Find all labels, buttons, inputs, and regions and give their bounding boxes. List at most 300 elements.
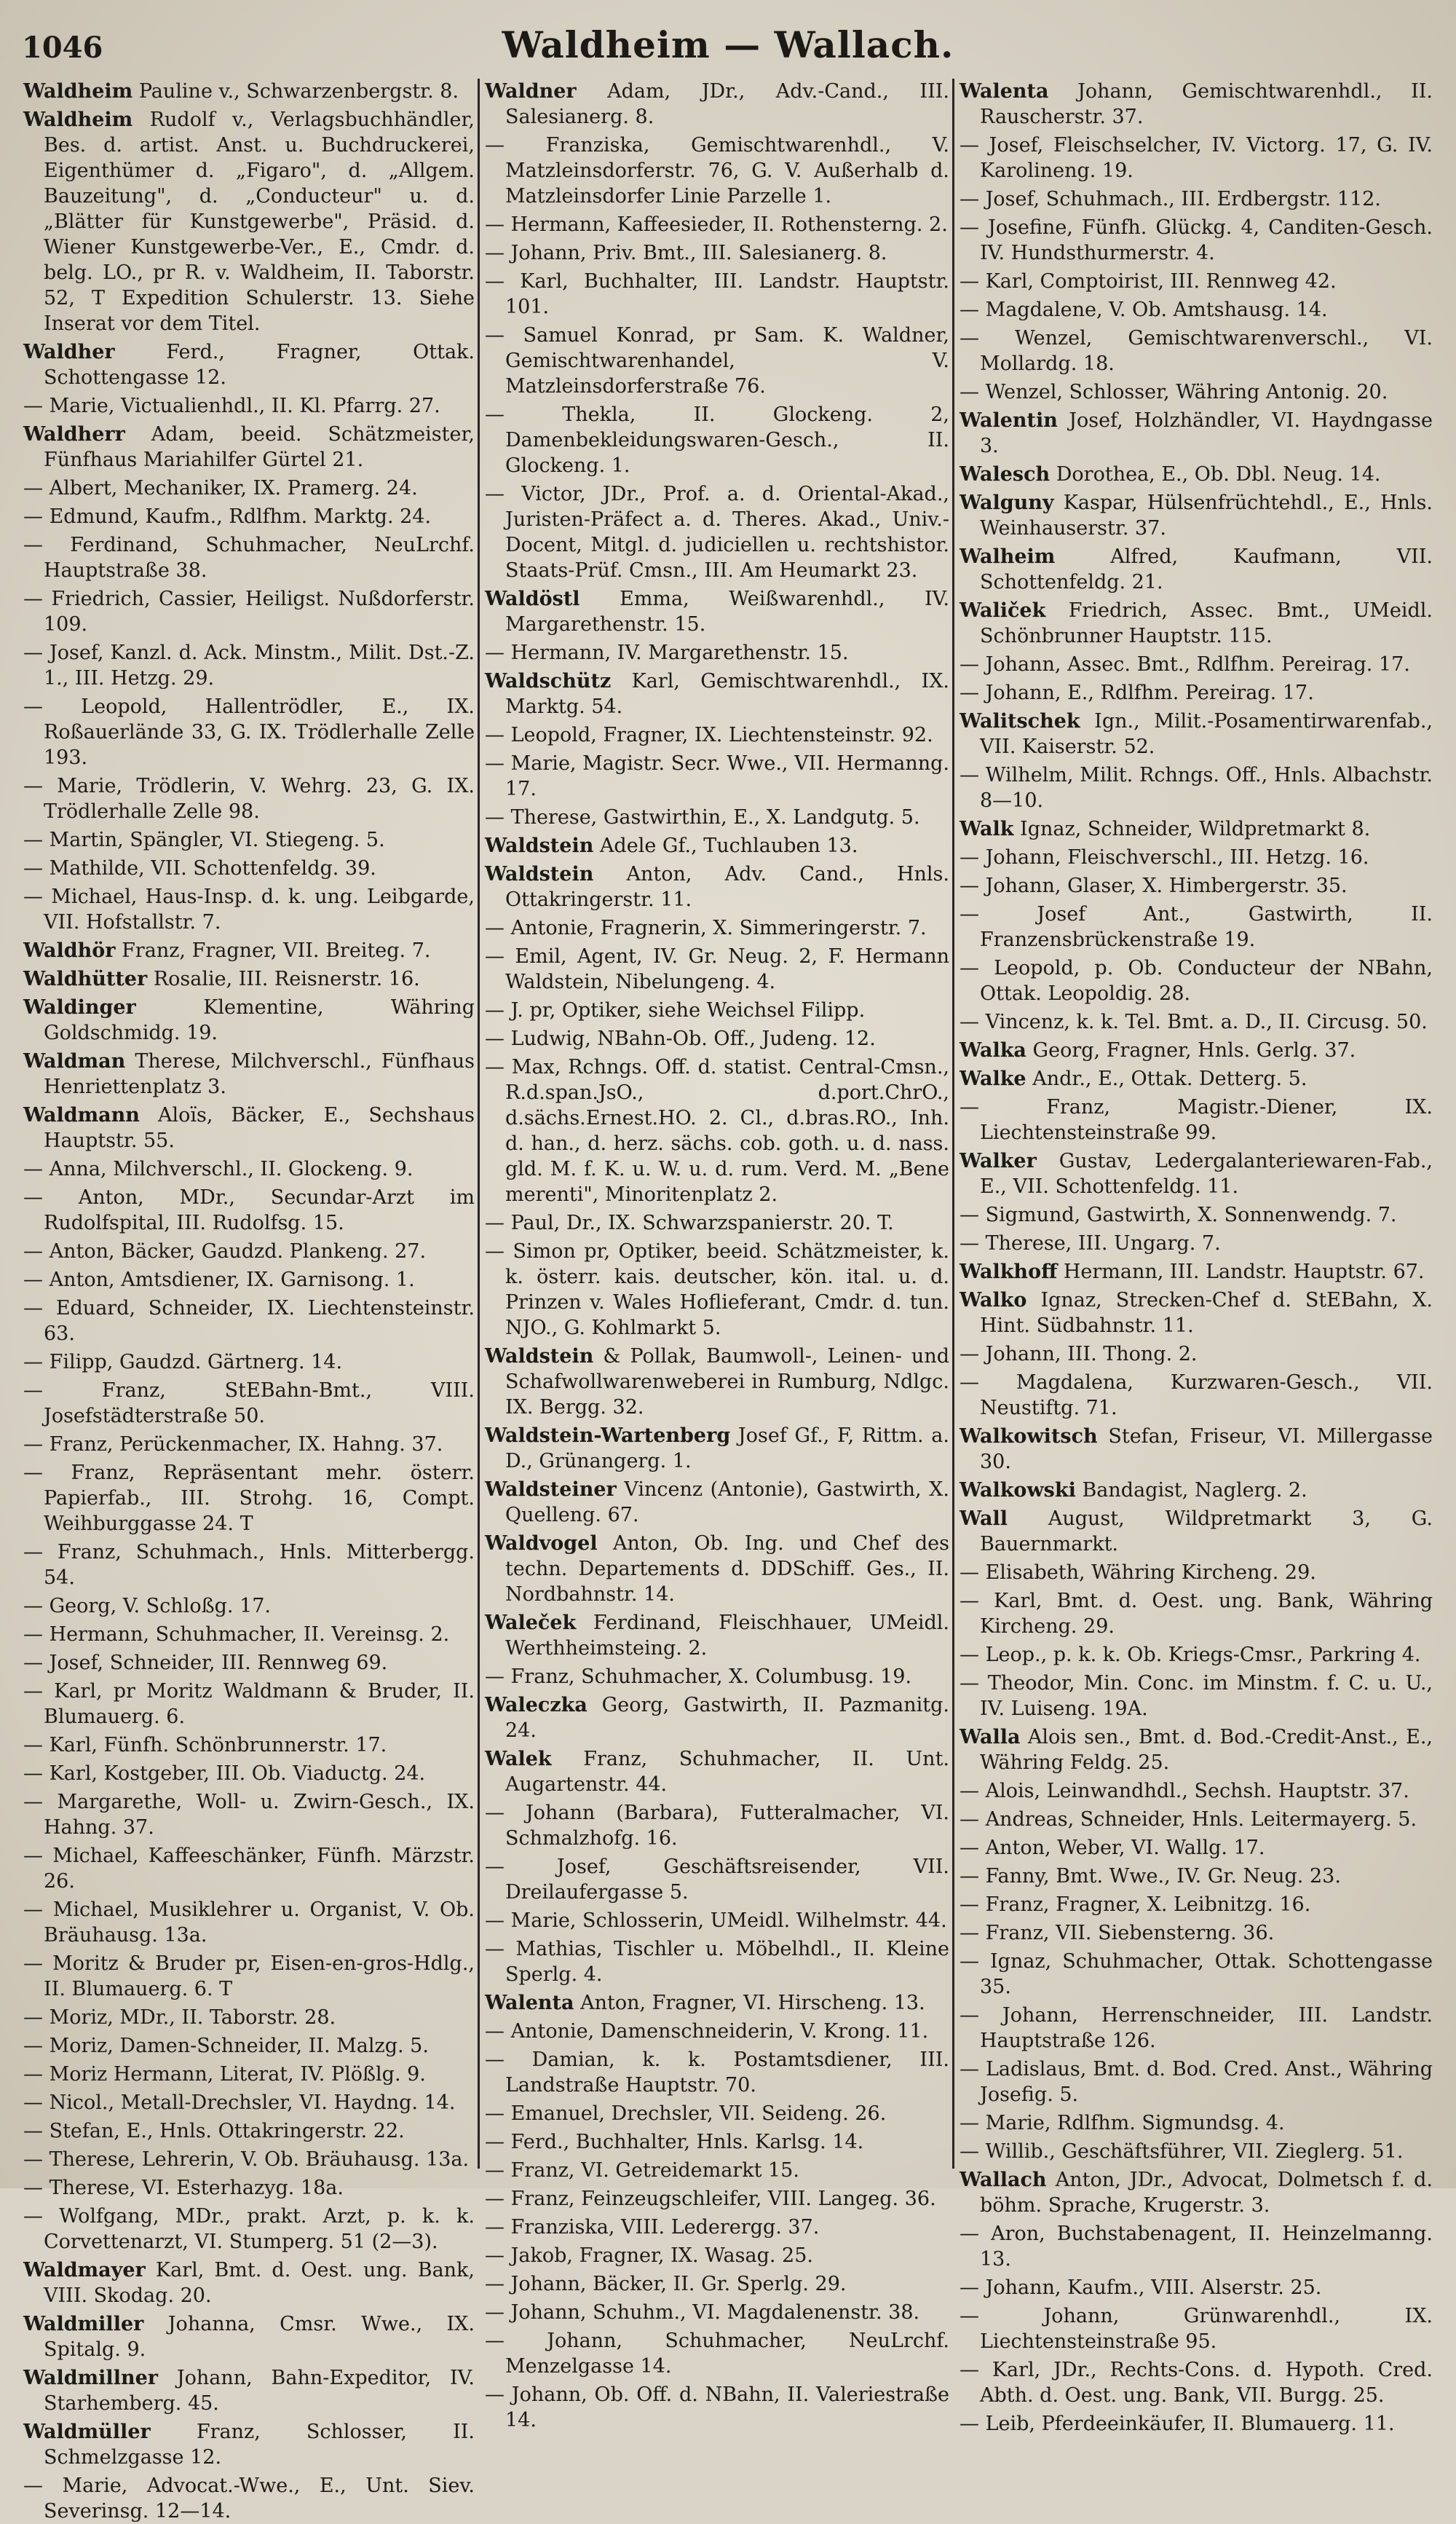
directory-entry [960, 1778, 1433, 1804]
entry-text: — Therese, VI. Esterhazyg. 18a. [23, 2177, 344, 2199]
directory-entry [485, 944, 949, 995]
entry-text: August, Wildpretmarkt 3, G. Bauernmarkt. [980, 1507, 1433, 1555]
directory-entry [23, 1156, 475, 1182]
directory-entry [485, 1026, 949, 1052]
directory-entry [960, 1724, 1433, 1775]
entry-text: Bandagist, Naglerg. 2. [1082, 1479, 1307, 1502]
entry-text: — Johann, E., Rdlfhm. Pereirag. 17. [960, 682, 1314, 704]
directory-entry [960, 1038, 1433, 1063]
entry-text: — Anton, MDr., Secundar-Arzt im Rudolfspital, III. Rudolfsg. 15. [23, 1186, 475, 1234]
entry-text: Georg, Gastwirth, II. Pazmanitg. 24. [505, 1694, 949, 1742]
entry-surname: Waliček [960, 599, 1046, 622]
entry-text: — Wenzel, Schlosser, Währing Antonig. 20. [960, 381, 1388, 403]
directory-entry [485, 402, 949, 478]
directory-entry [23, 2204, 475, 2255]
directory-entry [23, 2175, 475, 2201]
entry-text: — Hermann, Kaffeesieder, II. Rothensterng. 2. [485, 213, 948, 236]
directory-entry [960, 408, 1433, 459]
directory-entry [23, 1843, 475, 1894]
directory-entry [960, 1864, 1433, 1889]
entry-text: — Friedrich, Cassier, Heiligst. Nußdorferstr. 109. [23, 588, 475, 636]
entry-surname: Waldinger [23, 996, 136, 1019]
directory-entry [960, 215, 1433, 266]
entry-text: — Wilhelm, Milit. Rchngs. Off., Hnls. Albachstr. 8—10. [960, 764, 1433, 812]
directory-entry [23, 1378, 475, 1429]
directory-entry [485, 212, 949, 237]
entry-surname: Waldstein-Wartenberg [485, 1424, 731, 1447]
directory-entry [485, 1210, 949, 1236]
directory-entry [485, 915, 949, 941]
directory-entry [960, 1892, 1433, 1917]
entry-text: — Johann, Assec. Bmt., Rdlfhm. Pereirag. 17. [960, 653, 1410, 676]
entry-text: Georg, Fragner, Hnls. Gerlg. 37. [1032, 1039, 1356, 1062]
directory-entry [485, 751, 949, 802]
directory-entry [23, 79, 475, 104]
entry-surname: Waldheim [23, 109, 133, 131]
entry-text: — Johann, Schuhmacher, NeuLrchf. Menzelgasse 14. [485, 2330, 949, 2378]
directory-entry [23, 532, 475, 583]
entry-text: — J. pr, Optiker, siehe Weichsel Filipp. [485, 999, 866, 1022]
directory-entry [960, 297, 1433, 323]
entry-text: — Therese, III. Ungarg. 7. [960, 1232, 1221, 1255]
entry-surname: Waldvogel [485, 1532, 598, 1555]
directory-entry [485, 79, 949, 130]
directory-entry [960, 2357, 1433, 2408]
entry-surname: Walke [960, 1068, 1026, 1090]
entry-text: — Therese, Gastwirthin, E., X. Landgutg. 5. [485, 806, 920, 829]
entry-text: Ferdinand, Fleischhauer, UMeidl. Werthheimsteing. 2. [505, 1612, 949, 1660]
directory-entry [485, 1239, 949, 1341]
directory-entry [485, 2271, 949, 2297]
entry-text: — Leopold, Fragner, IX. Liechtensteinstr. 92. [485, 724, 933, 746]
entry-surname: Walla [960, 1726, 1021, 1748]
entry-text: — Samuel Konrad, pr Sam. K. Waldner, Gemischtwarenhandel, V. Matzleinsdorferstraße 76. [485, 324, 949, 398]
column-3 [960, 79, 1433, 2435]
entry-text: — Victor, JDr., Prof. a. d. Oriental-Akad., Juristen-Präfect a. d. Theres. Akad., Univ.-Docent, Mitgl. d. judiciellen u. rechtshistor. Staats-Prüf. Cmsn., III. Am Heumarkt 23. [485, 483, 949, 582]
entry-text: — Antonie, Damenschneiderin, V. Krong. 11. [485, 2020, 929, 2043]
entry-surname: Waldher [23, 341, 115, 363]
directory-entry [960, 2139, 1433, 2164]
directory-entry [23, 2062, 475, 2087]
entry-text: — Moriz, MDr., II. Taborstr. 28. [23, 2006, 336, 2029]
entry-text: — Mathilde, VII. Schottenfeldg. 39. [23, 857, 376, 880]
directory-entry [23, 1239, 475, 1264]
directory-entry [960, 544, 1433, 595]
entry-text: — Theodor, Min. Conc. im Minstm. f. C. u. U., IV. Luiseng. 19A. [960, 1672, 1433, 1720]
entry-text: — Emanuel, Drechsler, VII. Seideng. 26. [485, 2102, 887, 2125]
entry-text: Ign., Milit.-Posamentirwarenfab., VII. Kaiserstr. 52. [980, 710, 1433, 758]
directory-entry [960, 379, 1433, 405]
directory-entry [485, 722, 949, 748]
entry-text: — Ignaz, Schuhmacher, Ottak. Schottengasse 35. [960, 1950, 1433, 1998]
directory-entry [960, 2411, 1433, 2437]
directory-entry [485, 2019, 949, 2044]
directory-entry [485, 1908, 949, 1933]
entry-text: — Stefan, E., Hnls. Ottakringerstr. 22. [23, 2120, 405, 2142]
entry-surname: Waldstein [485, 1345, 594, 1368]
entry-text: — Georg, V. Schloßg. 17. [23, 1595, 272, 1617]
directory-entry [485, 2328, 949, 2379]
entry-text: — Franziska, Gemischtwarenhdl., V. Matzleinsdorferstr. 76, G. V. Außerhalb d. Matzleinsdorfer Linie Parzelle 1. [485, 134, 949, 208]
entry-text: Vincenz (Antonie), Gastwirth, X. Quelleng. 67. [505, 1478, 949, 1526]
directory-entry [485, 1936, 949, 1987]
directory-entry [960, 652, 1433, 677]
directory-entry [960, 1949, 1433, 2000]
directory-entry [960, 1560, 1433, 1585]
entry-text: — Leopold, Hallentrödler, E., IX. Roßauerlände 33, G. IX. Trödlerhalle Zelle 193. [23, 695, 475, 769]
directory-entry [960, 762, 1433, 813]
entry-text: — Hermann, IV. Margarethenstr. 15. [485, 642, 849, 664]
entry-text: — Filipp, Gaudzd. Gärtnerg. 14. [23, 1351, 343, 1373]
directory-entry [485, 1746, 949, 1797]
directory-entry [485, 323, 949, 399]
entry-text: Adam, JDr., Adv.-Cand., III. Salesianerg. 8. [505, 80, 949, 128]
directory-entry [960, 1066, 1433, 1092]
entry-text: — Moriz Hermann, Literat, IV. Plößlg. 9. [23, 2063, 426, 2086]
entry-text: Hermann, III. Landstr. Hauptstr. 67. [1063, 1261, 1425, 1283]
entry-text: Anton, Ob. Ing. und Chef des techn. Departements d. DDSchiff. Ges., II. Nordbahnstr. 14. [505, 1532, 949, 1606]
entry-surname: Walitschek [960, 710, 1080, 733]
directory-entry [23, 1103, 475, 1153]
entry-text: — Ludwig, NBahn-Ob. Off., Judeng. 12. [485, 1028, 876, 1050]
entry-text: Karl, Gemischtwarenhdl., IX. Marktg. 54. [505, 670, 949, 718]
entry-text: — Jakob, Fragner, IX. Wasag. 25. [485, 2244, 813, 2267]
directory-entry [23, 856, 475, 881]
entry-text: Pauline v., Schwarzenbergstr. 8. [138, 80, 459, 103]
entry-surname: Wall [960, 1507, 1008, 1530]
entry-text: — Hermann, Schuhmacher, II. Vereinsg. 2. [23, 1623, 450, 1646]
directory-entry [960, 1009, 1433, 1035]
directory-entry [23, 2005, 475, 2030]
running-head: Waldheim — Wallach. [502, 23, 954, 66]
directory-entry [23, 1267, 475, 1293]
entry-surname: Walko [960, 1289, 1027, 1312]
directory-entry [485, 1664, 949, 1689]
entry-text: Franz, Schlosser, II. Schmelzgasse 12. [44, 2421, 475, 2469]
entry-text: Emma, Weißwarenhdl., IV. Margarethenstr. 15. [505, 588, 949, 636]
directory-entry [23, 1789, 475, 1840]
entry-text: — Karl, JDr., Rechts-Cons. d. Hypoth. Cred. Abth. d. Oest. ung. Bank, VII. Burgg. 25. [960, 2359, 1433, 2407]
column-1 [23, 79, 475, 2523]
directory-entry [23, 2473, 475, 2524]
entry-text: — Franz, Repräsentant mehr. österr. Papierfab., III. Strohg. 16, Compt. Weihburggasse 24. T [23, 1462, 475, 1535]
directory-entry [485, 240, 949, 266]
entry-text: — Josef, Kanzl. d. Ack. Minstm., Milit. Dst.-Z. 1., III. Hetzg. 29. [23, 642, 475, 690]
entry-text: — Marie, Victualienhdl., II. Kl. Pfarrg. 27. [23, 395, 440, 417]
directory-entry [960, 598, 1433, 649]
directory-entry [23, 2257, 475, 2308]
entry-text: — Sigmund, Gastwirth, X. Sonnenwendg. 7. [960, 1204, 1397, 1226]
entry-text: — Eduard, Schneider, IX. Liechtensteinstr. 63. [23, 1297, 475, 1345]
entry-text: — Karl, pr Moritz Waldmann & Bruder, II. Blumauerg. 6. [23, 1680, 475, 1728]
directory-entry [960, 1506, 1433, 1557]
directory-entry [960, 1642, 1433, 1668]
entry-text: Adele Gf., Tuchlauben 13. [599, 835, 858, 857]
directory-entry [960, 79, 1433, 130]
entry-text: Johann, Gemischtwarenhdl., II. Rauscherstr. 37. [980, 80, 1433, 128]
entry-text: Ignaz, Schneider, Wildpretmarkt 8. [1020, 818, 1371, 840]
directory-entry [23, 1185, 475, 1236]
entry-text: — Michael, Kaffeeschänker, Fünfh. Märzstr. 26. [23, 1845, 475, 1893]
entry-text: — Ferdinand, Schuhmacher, NeuLrchf. Hauptstraße 38. [23, 534, 475, 582]
directory-entry [485, 269, 949, 320]
directory-entry [23, 2365, 475, 2416]
entry-text: Friedrich, Assec. Bmt., UMeidl. Schönbrunner Hauptstr. 115. [980, 599, 1433, 647]
entry-text: — Johann (Barbara), Futteralmacher, VI. Schmalzhofg. 16. [485, 1802, 949, 1850]
entry-surname: Waldner [485, 80, 577, 103]
entry-text: — Michael, Musiklehrer u. Organist, V. Ob. Bräuhausg. 13a. [23, 1898, 475, 1947]
entry-text: — Franziska, VIII. Lederergg. 37. [485, 2216, 820, 2239]
entry-text: — Leib, Pferdeeinkäufer, II. Blumauerg. 11. [960, 2413, 1395, 2435]
entry-text: — Johann, Kaufm., VIII. Alserstr. 25. [960, 2276, 1322, 2299]
entry-text: — Franz, Schuhmach., Hnls. Mitterbergg. 54. [23, 1541, 475, 1589]
directory-entry [960, 1835, 1433, 1861]
entry-surname: Walkowitsch [960, 1425, 1098, 1448]
directory-entry [960, 1424, 1433, 1475]
entry-text: — Nicol., Metall-Drechsler, VI. Haydng. 14. [23, 2091, 456, 2114]
directory-entry [960, 816, 1433, 842]
directory-entry [23, 694, 475, 770]
entry-surname: Waldstein [485, 863, 594, 886]
directory-entry [23, 2090, 475, 2115]
entry-text: — Franz, StEBahn-Bmt., VIII. Josefstädterstraße 50. [23, 1379, 475, 1427]
directory-entry [485, 861, 949, 912]
directory-entry [23, 1951, 475, 2002]
directory-entry [485, 1423, 949, 1474]
entry-text: Rosalie, III. Reisnerstr. 16. [153, 968, 420, 990]
entry-text: — Simon pr, Optiker, beeid. Schätzmeister, k. k. österr. kais. deutscher, kön. ital. u. d. Prinzen v. Wales Hoflieferant, Cmdr. d. tun. NJO., G. Kohlmarkt 5. [485, 1240, 949, 1339]
entry-text: — Albert, Mechaniker, IX. Pramerg. 24. [23, 477, 418, 500]
entry-surname: Walheim [960, 545, 1056, 568]
directory-entry [485, 2158, 949, 2183]
entry-text: — Ladislaus, Bmt. d. Bod. Cred. Anst., Währing Josefig. 5. [960, 2058, 1433, 2106]
entry-text: — Karl, Fünfh. Schönbrunnerstr. 17. [23, 1734, 387, 1756]
entry-text: — Johann, Glaser, X. Himbergerstr. 35. [960, 875, 1348, 897]
directory-entry [23, 339, 475, 390]
entry-text: — Max, Rchngs. Off. d. statist. Central-Cmsn., R.d.span.JsO., d.port.ChrO., d.sächs.Ernest.HO. 2. Cl., d.bras.RO., Inh. d. han., d. herz. sächs. cob. goth. u. d. nass. gld. M. f. K. u. W. u. d. rum. Verd. M. „Bene merenti", Minoritenplatz 2. [485, 1056, 949, 1206]
directory-entry [960, 2303, 1433, 2354]
directory-entry [23, 2033, 475, 2059]
entry-surname: Walker [960, 1150, 1037, 1172]
directory-entry [23, 1593, 475, 1619]
column-2 [485, 79, 950, 2432]
entry-text: — Johann, Schuhm., VI. Magdalenenstr. 38. [485, 2301, 920, 2324]
entry-text: — Franz, VI. Getreidemarkt 15. [485, 2159, 799, 2182]
entry-text: — Anton, Weber, VI. Wallg. 17. [960, 1837, 1265, 1859]
entry-text: Aloïs, Bäcker, E., Sechshaus Hauptstr. 55. [44, 1104, 475, 1152]
directory-entry [485, 669, 949, 719]
entry-text: — Franz, Fragner, X. Leibnitzg. 16. [960, 1893, 1311, 1916]
entry-text: Anton, Fragner, VI. Hirscheng. 13. [580, 1992, 925, 2014]
directory-entry [23, 2311, 475, 2362]
entry-surname: Walek [485, 1748, 552, 1770]
entry-text: Ferd., Fragner, Ottak. Schottengasse 12. [44, 341, 475, 389]
entry-surname: Waldmillner [23, 2367, 158, 2389]
entry-text: — Josef, Fleischselcher, IV. Victorg. 17, G. IV. Karolineng. 19. [960, 134, 1433, 182]
directory-entry [23, 1460, 475, 1537]
entry-surname: Waldheim [23, 80, 133, 103]
entry-text: — Marie, Magistr. Secr. Wwe., VII. Hermanng. 17. [485, 752, 949, 800]
directory-entry [23, 586, 475, 637]
directory-entry [485, 805, 949, 830]
entry-text: — Franz, Perückenmacher, IX. Hahng. 37. [23, 1433, 443, 1456]
entry-text: — Aron, Buchstabenagent, II. Heinzelmanng. 13. [960, 2223, 1433, 2271]
entry-text: — Johann, III. Thong. 2. [960, 1343, 1198, 1365]
entry-surname: Walentin [960, 409, 1058, 432]
entry-text: — Johann, Herrenschneider, III. Landstr. Hauptstraße 126. [960, 2004, 1433, 2052]
directory-entry [960, 1148, 1433, 1199]
entry-text: — Damian, k. k. Postamtsdiener, III. Landstraße Hauptstr. 70. [485, 2048, 949, 2097]
entry-text: & Pollak, Baumwoll-, Leinen- und Schafwollwarenweberei in Rumburg, Ndlgc. IX. Bergg. 32. [505, 1345, 949, 1419]
entry-text: Johann, Bahn-Expeditor, IV. Starhemberg. 45. [44, 2367, 475, 2415]
entry-text: — Josef, Schuhmach., III. Erdbergstr. 112. [960, 188, 1381, 210]
entry-text: Franz, Fragner, VII. Breiteg. 7. [122, 939, 431, 962]
directory-entry [960, 133, 1433, 184]
entry-text: — Mathias, Tischler u. Möbelhdl., II. Kleine Sperlg. 4. [485, 1938, 949, 1986]
entry-text: — Johann, Grünwarenhdl., IX. Liechtensteinstraße 95. [960, 2305, 1433, 2353]
directory-entry [23, 2147, 475, 2172]
entry-text: Gustav, Ledergalanteriewaren-Fab., E., VII. Schottenfeldg. 11. [980, 1150, 1433, 1198]
entry-surname: Walkowski [960, 1479, 1076, 1502]
entry-text: — Antonie, Fragnerin, X. Simmeringerstr. 7. [485, 917, 927, 939]
directory-entry [23, 1622, 475, 1647]
entry-text: — Magdalene, V. Ob. Amtshausg. 14. [960, 299, 1328, 321]
entry-text: Josef, Holzhändler, VI. Haydngasse 3. [980, 409, 1433, 457]
entry-text: — Karl, Buchhalter, III. Landstr. Hauptstr. 101. [485, 270, 949, 318]
entry-text: — Josef Ant., Gastwirth, II. Franzensbrückenstraße 19. [960, 903, 1433, 951]
entry-text: — Wenzel, Gemischtwarenverschl., VI. Mollardg. 18. [960, 327, 1433, 375]
directory-entry [23, 422, 475, 473]
entry-text: — Josef, Geschäftsreisender, VII. Dreilaufergasse 5. [485, 1855, 949, 1904]
directory-entry [23, 1295, 475, 1346]
directory-entry [485, 1854, 949, 1905]
column-rule [478, 79, 480, 2169]
directory-entry [960, 873, 1433, 899]
directory-entry [485, 833, 949, 859]
directory-entry [960, 2275, 1433, 2300]
directory-entry [960, 2003, 1433, 2054]
entry-text: — Anna, Milchverschl., II. Glockeng. 9. [23, 1158, 414, 1180]
directory-entry [960, 2167, 1433, 2218]
entry-text: Therese, Milchverschl., Fünfhaus Henriettenplatz 3. [44, 1050, 475, 1098]
entry-text: — Franz, VII. Siebensterng. 36. [960, 1922, 1275, 1944]
directory-entry [485, 2382, 949, 2433]
entry-text: — Willib., Geschäftsführer, VII. Zieglerg. 51. [960, 2140, 1404, 2163]
entry-surname: Walkhoff [960, 1261, 1058, 1283]
directory-entry [485, 133, 949, 209]
directory-entry [23, 476, 475, 501]
entry-surname: Waldmayer [23, 2259, 146, 2282]
entry-surname: Waldhütter [23, 968, 148, 990]
directory-entry [485, 586, 949, 637]
entry-text: — Marie, Rdlfhm. Sigmundsg. 4. [960, 2112, 1285, 2134]
entry-text: — Emil, Agent, IV. Gr. Neug. 2, F. Hermann Waldstein, Nibelungeng. 4. [485, 945, 949, 993]
directory-entry [485, 481, 949, 583]
directory-entry [23, 773, 475, 824]
entry-text: — Alois, Leinwandhdl., Sechsh. Hauptstr. 37. [960, 1780, 1409, 1802]
entry-text: — Moriz, Damen-Schneider, II. Malzg. 5. [23, 2035, 429, 2057]
entry-text: Adam, beeid. Schätzmeister, Fünfhaus Mariahilfer Gürtel 21. [44, 423, 475, 471]
directory-entry [485, 1477, 949, 1528]
entry-text: — Michael, Haus-Insp. d. k. ung. Leibgarde, VII. Hofstallstr. 7. [23, 886, 475, 934]
directory-entry [960, 1259, 1433, 1285]
entry-text: — Vincenz, k. k. Tel. Bmt. a. D., II. Circusg. 50. [960, 1011, 1428, 1033]
directory-entry [23, 1432, 475, 1457]
entry-text: — Magdalena, Kurzwaren-Gesch., VII. Neustiftg. 71. [960, 1371, 1433, 1419]
entry-text: — Johann, Bäcker, II. Gr. Sperlg. 29. [485, 2273, 847, 2295]
entry-text: — Leop., p. k. k. Ob. Kriegs-Cmsr., Parkring 4. [960, 1644, 1421, 1666]
directory-entry [960, 2110, 1433, 2136]
entry-surname: Waldherr [23, 423, 125, 446]
directory-entry [23, 107, 475, 336]
entry-text: — Wolfgang, MDr., prakt. Arzt, p. k. k. Corvettenarzt, VI. Stumperg. 51 (2—3). [23, 2205, 475, 2253]
entry-surname: Waldmann [23, 1104, 140, 1127]
directory-entry [23, 1650, 475, 1676]
directory-entry [960, 1341, 1433, 1367]
page-header [0, 13, 1456, 64]
entry-surname: Walesch [960, 463, 1051, 486]
directory-entry [485, 2300, 949, 2325]
entry-text: Dorothea, E., Ob. Dbl. Neug. 14. [1056, 463, 1381, 486]
column-rule [952, 79, 954, 2169]
directory-entry [960, 326, 1433, 376]
directory-entry [485, 2047, 949, 2098]
entry-text: — Franz, Feinzeugschleifer, VIII. Langeg. 36. [485, 2188, 936, 2210]
directory-entry [960, 186, 1433, 212]
entry-text: Stefan, Friseur, VI. Millergasse 30. [980, 1425, 1433, 1473]
entry-text: Kaspar, Hülsenfrüchtehdl., E., Hnls. Weinhauserstr. 37. [980, 492, 1433, 540]
directory-entry [960, 680, 1433, 706]
directory-entry [960, 1478, 1433, 1503]
directory-entry [960, 1202, 1433, 1228]
entry-text: — Paul, Dr., IX. Schwarzspanierstr. 20. T. [485, 1212, 894, 1234]
entry-text: — Anton, Amtsdiener, IX. Garnisong. 1. [23, 1269, 415, 1291]
entry-surname: Waldschütz [485, 670, 612, 693]
entry-surname: Walka [960, 1039, 1026, 1062]
directory-entry [485, 640, 949, 666]
entry-text: — Karl, Bmt. d. Oest. ung. Bank, Währing Kircheng. 29. [960, 1590, 1433, 1638]
directory-entry [960, 1095, 1433, 1145]
entry-text: — Franz, Magistr.-Diener, IX. Liechtensteinstraße 99. [960, 1096, 1433, 1144]
directory-entry [23, 966, 475, 992]
entry-text: — Edmund, Kaufm., Rdlfhm. Marktg. 24. [23, 505, 432, 528]
directory-entry [23, 504, 475, 529]
directory-entry [960, 490, 1433, 541]
entry-text: — Karl, Kostgeber, III. Ob. Viaductg. 24. [23, 1762, 426, 1785]
directory-entry [960, 955, 1433, 1006]
directory-entry [960, 709, 1433, 760]
entry-text: Alfred, Kaufmann, VII. Schottenfeldg. 21. [980, 545, 1433, 593]
entry-text: — Andreas, Schneider, Hnls. Leitermayerg. 5. [960, 1808, 1417, 1831]
entry-text: Rudolf v., Verlagsbuchhändler, Bes. d. artist. Anst. u. Buchdruckerei, Eigenthümer d. „Figaro", d. „Allgem. Bauzeitung", d. „Conducteur" u. d. „Blätter für Kunstgewerbe", Präsid. d. Wiener Kunstgewerbe-Ver., E., Cmdr. d. belg. LO., pr R. v. Waldheim, II. Taborstr. 52, T Expedition Schulerstr. 13. Siehe Inserat vor dem Titel. [44, 109, 475, 335]
directory-entry [485, 2243, 949, 2268]
entry-surname: Walenta [960, 80, 1049, 103]
entry-text: — Leopold, p. Ob. Conducteur der NBahn, Ottak. Leopoldig. 28. [960, 957, 1433, 1005]
directory-entry [23, 2118, 475, 2144]
directory-entry [23, 1732, 475, 1758]
entry-surname: Walk [960, 818, 1014, 840]
entry-text: — Johann, Ob. Off. d. NBahn, II. Valeriestraße 14. [485, 2383, 949, 2432]
entry-text: — Marie, Schlosserin, UMeidl. Wilhelmstr. 44. [485, 1909, 947, 1932]
entry-text: — Thekla, II. Glockeng. 2, Damenbekleidungswaren-Gesch., II. Glockeng. 1. [485, 403, 949, 477]
directory-entry [23, 938, 475, 963]
entry-text: — Anton, Bäcker, Gaudzd. Plankeng. 27. [23, 1240, 427, 1263]
page-number: 1046 [22, 31, 103, 65]
entry-surname: Waldmiller [23, 2313, 144, 2335]
entry-text: Franz, Schuhmacher, II. Unt. Augartenstr. 44. [505, 1748, 950, 1796]
entry-text: — Ferd., Buchhalter, Hnls. Karlsg. 14. [485, 2131, 864, 2153]
directory-entry [23, 2419, 475, 2470]
